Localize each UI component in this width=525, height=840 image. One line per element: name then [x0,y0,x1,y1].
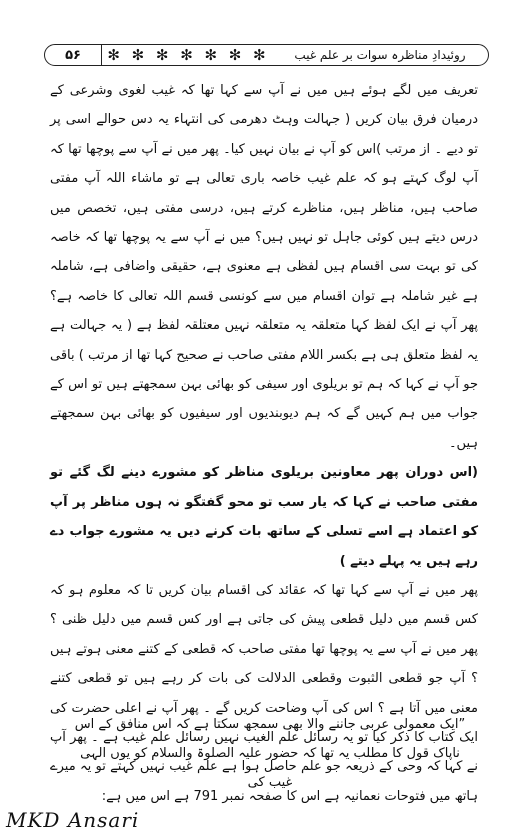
star-ornament-icon: ✻ [228,46,243,64]
running-title: روئیدادِ مناظرہ سوات بر علم غیب [294,48,466,62]
star-ornament-icon: ✻ [253,46,267,64]
paragraph-1: تعریف میں لگے ہوئے ہیں میں نے آپ سے کہا تھا کہ غیب لغوی وشرعی کے درمیان فرق بیان کریں ( جہالت وہٹ دھرمی کی انتہاء یہ دس حوالے اسی پر تو دیے ۔ از مرتب )اس کو آپ نے بیان نہیں کیا۔ پھر میں نے آپ سے پوچھا تھا کہ آپ لوگ کہتے ہو کہ علم غیب خاصہ باری تعالی ہے تو ماشاء اللہ آپ مفتی صاحب ہیں، مناظر ہیں، مناظرے کرتے ہیں، درسی مفتی ہیں، تخصص میں درس دیتے ہیں کوئی جاہل تو نہیں ہیں؟ میں نے آپ سے یہ پوچھا تھا کہ خاصہ کی تو بہت سی اقسام ہیں لفظی ہے معنوی ہے، حقیقی واضافی ہے، شاملہ ہے غیر شاملہ ہے توان اقسام میں سے کونسی قسم اللہ تعالی کا خاصہ ہے؟ پھر آپ نے ایک لفظ کہا متعلقہ یہ متعلقہ نہیں معتلقہ لفظ ہے ( یہ جہالت ہے یہ لفظ متعلق ہی ہے بکسر اللام مفتی صاحب نے صحیح کہا تھا از مرتب ) باقی جو آپ نے کہا کہ ہم تو بریلوی اور سیفی کو بھائی بہن سمجھتے ہیں تو اس کے جواب میں ہم کہیں گے کہ ہم دیوبندیوں اور سیفیوں کو بھائی بہن سمجھتے ہیں۔ [50,83,478,451]
quote-line-1: ”ایک معمولی عربی جاننے والا بھی سمجھ سکتا ہے کہ اس منافق کے اس [74,717,466,732]
star-ornament-icon: ✻ [180,46,194,64]
star-ornament-icon: ✻ [204,46,219,64]
quote-line-2: ناپاک قول کا مطلب یہ تھا کہ حضور علیہ الصلوۃ والسلام کو یوں الہی غیب کی [80,746,460,790]
signature-watermark: MKD Ansari [6,808,140,832]
page-body [50,76,478,811]
header-ornaments [102,46,272,64]
block-quote [70,710,470,797]
star-ornament-icon: ✻ [107,46,121,64]
star-ornament-icon: ✻ [155,46,170,64]
page-number: ۵۶ [45,45,102,65]
star-ornament-icon: ✻ [131,46,146,64]
paragraph-2-bold: (اس دوران پھر معاونین بریلوی مناظر کو مشورے دینے لگ گئے تو مفتی صاحب نے کہا کہ یار سب تو محو گفتگو نہ ہوں مناظر پر آپ کو اعتماد ہے اسے تسلی کے ساتھ بات کرنے دیں یہ مشورے جواب دے رہے ہیں یہ پہلے دیتے ) [50,465,478,569]
paragraph-3: پھر میں نے آپ سے کہا تھا کہ عقائد کی اقسام بیان کریں تا کہ معلوم ہو کہ کس قسم میں دلیل قطعی پیش کی جاتی ہے اور کس قسم میں دلیل ظنی ؟ پھر میں نے آپ سے یہ پوچھا تھا مفتی صاحب کہ قطعی کے کتنے معنی ہوتے ہیں ؟ آپ جو قطعی الثبوت وقطعی الدلالت کی بات کر رہے ہیں تو قطعی کتنے معنی میں آتا ہے ؟ اس کی آپ وضاحت کریں گے ۔ پھر آپ نے اعلی حضرت کی ایک کتاب کا ذکر کیا تو یہ رسائل علم الغیب نہیں رسائل علم غیب ہے ۔ پھر آپ نے کہا کہ وحی کے ذریعہ جو علم حاصل ہوا ہے علم غیب نہیں کہتے تو یہ میرے ہاتھ میں فتوحات نعمانیہ ہے اس کا صفحہ نمبر 791 ہے اس میں ہے: [50,582,478,804]
page-header [44,44,489,66]
